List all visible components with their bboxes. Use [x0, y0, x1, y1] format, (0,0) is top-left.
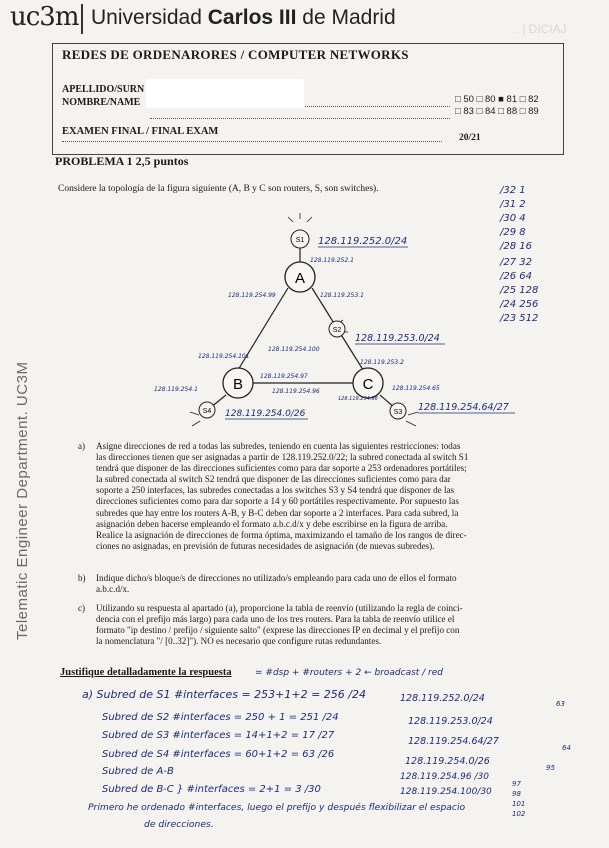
- switch-s2-label: S2: [332, 327, 342, 334]
- exam-type: EXAMEN FINAL / FINAL EXAM: [62, 126, 219, 137]
- answer-row-right: 128.119.253.0/24: [408, 716, 493, 727]
- margin-scribble: 98: [512, 790, 521, 798]
- prefix-row: /30 4: [500, 213, 526, 224]
- question-b-label: b): [78, 573, 86, 583]
- course-title: REDES DE ORDENARORES / COMPUTER NETWORKS: [62, 47, 409, 62]
- prefix-row: /27 32: [500, 257, 532, 268]
- answer-note: Primero he ordenado #interfaces, luego el prefijo y después flexibilizar el espacio: [88, 802, 466, 813]
- margin-scribble: 64: [562, 744, 571, 752]
- switch-s4-label: S4: [202, 408, 212, 415]
- router-c-label: C: [362, 376, 374, 393]
- prefix-row: /24 256: [500, 299, 539, 310]
- prefix-row: /32 1: [500, 185, 526, 196]
- problem-intro: Considere la topología de la figura siguiente (A, B y C son routers, S, son switches).: [58, 184, 379, 194]
- prefix-row: /28 16: [500, 241, 532, 252]
- problem-title: PROBLEMA 1 2,5 puntos: [55, 154, 189, 168]
- router-a-label: A: [294, 270, 306, 287]
- ip-a-left-annotation: 128.119.254.99: [228, 292, 276, 299]
- group-checkboxes-row1: □ 50 □ 80 ■ 81 □ 82: [455, 94, 539, 105]
- ip-a-right-annotation: 128.119.253.1: [320, 292, 364, 299]
- question-a-text: Asigne direcciones de red a todas las subredes, teniendo en cuenta las siguientes restricciones: todas las direcciones tienen que ser asignadas a partir de 128.119.252.0/22; la subred conectada al switch S1 tendrá que disponer de las direcciones suficientes como para dar soporte a 253 ordenadores portátiles; la subred conectada al switch S2 tendrá que disponer de las direcciones suficientes como para dar soporte a 250 interfaces, las subredes conectadas a los switches S3 y S4 tendrá que disponer de las direcciones suficientes como para dar soporte a 14 y 60 portátiles respectivamente. Por supuesto las subredes que hay entre los routers A-B, y B-C deben dar soporte a 2 interfaces. Para cada subred, la asignación deben hacerse empleando el formato a.b.c.d/x y debe escribirse en la figura de arriba. Realice la asignación de direcciones de forma óptima, maximizando el tamaño de los rangos de direc- ciones no asignadas, en previsión de futuras necesidades de asignación (de nuevas subredes).: [96, 441, 469, 551]
- handwritten-formula: = #dsp + #routers + 2 ← broadcast / red: [255, 668, 444, 678]
- department-sidebar-text: Telematic Engineer Department. UC3M: [14, 361, 31, 640]
- answer-row-right: 128.119.254.64/27: [408, 736, 499, 747]
- answer-row-left: Subred de S4 #interfaces = 60+1+2 = 63 /26: [102, 749, 335, 760]
- margin-scribble: 102: [512, 810, 526, 818]
- question-b-text: Indique dicho/s bloque/s de direcciones no utilizado/s empleando para cada uno de ellos el formato a.b.c.d/x.: [96, 573, 457, 595]
- bleed-through-text: …] DICIAJ: [510, 22, 567, 36]
- answer-row-left: Subred de A-B: [102, 766, 174, 777]
- switch-s1-label: S1: [295, 237, 305, 244]
- justify-instruction: Justifique detalladamente la respuesta: [60, 667, 232, 678]
- net-s4-annotation: 128.119.254.0/26: [225, 409, 306, 419]
- university-name: Universidad Carlos III de Madrid: [91, 6, 396, 29]
- answer-note: de direcciones.: [144, 819, 214, 830]
- ip-bc-net-annotation: 128.119.254.96: [272, 388, 320, 395]
- answer-row-right: 128.119.254.96 /30: [400, 772, 489, 782]
- prefix-row: /26 64: [500, 271, 532, 282]
- exam-year: 20/21: [459, 133, 481, 143]
- answer-row-right: 128.119.254.0/26: [405, 756, 490, 767]
- ip-b-top-annotation: 128.119.254.101: [198, 353, 250, 360]
- prefix-row: /31 2: [500, 199, 526, 210]
- answer-row-left: Subred de S2 #interfaces = 250 + 1 = 251 /24: [102, 712, 339, 723]
- prefix-row: /25 128: [500, 285, 539, 296]
- question-c-label: c): [78, 603, 86, 613]
- name-label: NOMBRE/NAME: [62, 97, 141, 108]
- exam-line: [62, 141, 442, 142]
- ip-ab-mid-annotation: 128.119.254.100: [268, 346, 320, 353]
- answer-row-left: Subred de B-C } #interfaces = 2+1 = 3 /30: [102, 784, 321, 795]
- ip-c-right-annotation: 128.119.254.65: [392, 385, 440, 392]
- ip-s1-annotation: 128.119.252.1: [310, 257, 354, 264]
- ip-c-low-annotation: 128.119.254.98: [338, 396, 378, 402]
- margin-scribble: 101: [512, 800, 526, 808]
- net-s3-annotation: 128.119.254.64/27: [418, 402, 509, 413]
- prefix-row: /23 512: [500, 313, 539, 324]
- margin-scribble: 95: [546, 764, 555, 772]
- margin-scribble: 63: [556, 700, 565, 708]
- switch-s3-label: S3: [393, 409, 403, 416]
- answer-row-right: 128.119.254.100/30: [400, 787, 492, 797]
- network-topology-diagram: [140, 210, 540, 430]
- ip-ab-annotation: 128.119.254.97: [260, 373, 308, 380]
- answer-row-left: Subred de S3 #interfaces = 14+1+2 = 17 /27: [102, 730, 335, 741]
- group-checkboxes-row2: □ 83 □ 84 □ 88 □ 89: [455, 106, 539, 117]
- margin-scribble: 97: [512, 780, 521, 788]
- prefix-row: /29 8: [500, 227, 526, 238]
- answer-row-left: a) Subred de S1 #interfaces = 253+1+2 = 256 /24: [82, 688, 367, 701]
- logo-divider: [81, 4, 83, 34]
- router-b-label: B: [232, 376, 244, 393]
- redacted-name: [146, 79, 304, 108]
- net-s2-annotation: 128.119.253.0/24: [355, 333, 440, 344]
- name-line-2: [150, 118, 450, 119]
- question-c-text: Utilizando su respuesta al apartado (a), proporcione la tabla de reenvío (utilizando la regla de coinci- dencia con el prefijo más largo) para cada uno de los tres routers. Para la tabla de reenvío utilice el formato "ip destino / prefijo / siguiente salto" (exprese las direcciones IP en decimal y el prefijo con la nomenclatura "/ [0..32]"). NO es necesario que configure rutas redundantes.: [96, 603, 463, 647]
- question-a-label: a): [78, 441, 86, 451]
- surname-label: APELLIDO/SURN: [62, 84, 145, 95]
- ip-b-left-annotation: 128.119.254.1: [154, 386, 198, 393]
- net-s1-annotation: 128.119.252.0/24: [318, 236, 408, 247]
- uc3m-logo: uc3m: [10, 2, 79, 32]
- answer-row-right: 128.119.252.0/24: [400, 693, 485, 704]
- ip-c-up-annotation: 128.119.253.2: [360, 359, 404, 366]
